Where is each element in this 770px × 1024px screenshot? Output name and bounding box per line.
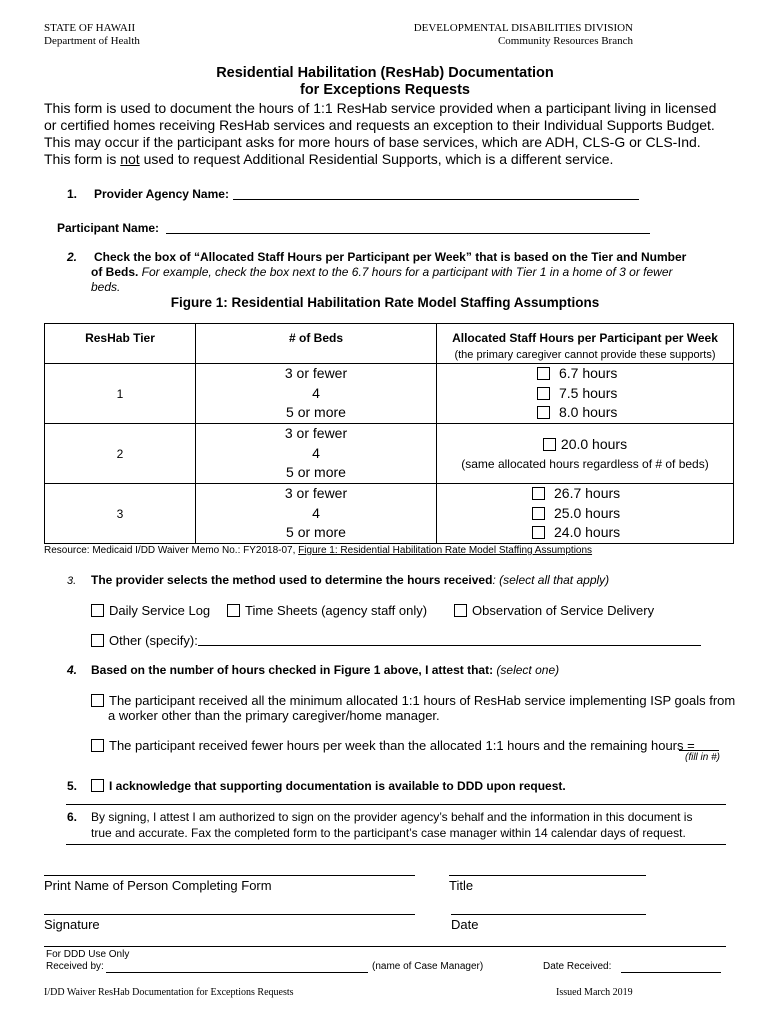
- item2-instruction: Check the box of “Allocated Staff Hours per Participant per Week” that is based on the Tier and Number: [94, 250, 687, 264]
- checkbox-icon[interactable]: [454, 604, 467, 617]
- item4-number: 4.: [67, 663, 78, 677]
- figure-title: Figure 1: Residential Habilitation Rate Model Staffing Assumptions: [170, 295, 600, 310]
- hours-cell: 20.0 hours (same allocated hours regardless of # of beds): [437, 424, 734, 484]
- provider-agency-field[interactable]: [233, 199, 639, 200]
- acknowledge-option[interactable]: I acknowledge that supporting documentation is available to DDD upon request.: [91, 779, 566, 793]
- date-received-label: Date Received:: [543, 961, 612, 972]
- header-division: DEVELOPMENTAL DISABILITIES DIVISION: [413, 22, 633, 34]
- page-title: Residential Habilitation (ResHab) Documentation: [216, 65, 554, 81]
- table-row-tier-3: [45, 484, 734, 544]
- participant-name-label: Participant Name:: [57, 221, 160, 235]
- table-row-tier-1: [45, 364, 734, 424]
- item2-instruction-2: of Beds. For example, check the box next to the 6.7 hours for a participant with Tier 1 in a home of 3 or fewer: [91, 265, 673, 279]
- section-divider: [66, 804, 726, 805]
- participant-name-field[interactable]: [166, 233, 650, 234]
- header-branch: Community Resources Branch: [497, 35, 633, 47]
- checkbox-icon[interactable]: [91, 694, 104, 707]
- hours-cell: 26.7 hours 25.0 hours 24.0 hours: [437, 484, 734, 544]
- checkbox-24-0-hours[interactable]: [532, 526, 545, 539]
- title-field[interactable]: [449, 875, 646, 876]
- date-field[interactable]: [451, 914, 646, 915]
- checkbox-icon[interactable]: [91, 739, 104, 752]
- item2-instruction-3: beds.: [91, 280, 121, 294]
- col-header-hours: Allocated Staff Hours per Participant per Week (the primary caregiver cannot provide these supports): [437, 324, 734, 364]
- option-observation[interactable]: Observation of Service Delivery: [454, 603, 654, 618]
- ddd-divider: [44, 946, 726, 947]
- attest-fewer-hours-option[interactable]: The participant received fewer hours per week than the allocated 1:1 hours and the remaining hours =: [91, 738, 695, 753]
- checkbox-7-5-hours[interactable]: [537, 387, 550, 400]
- signature-label: Signature: [44, 917, 100, 932]
- ddd-use-label: For DDD Use Only: [46, 949, 130, 960]
- date-received-field[interactable]: [621, 972, 721, 973]
- page-subtitle: for Exceptions Requests: [299, 82, 470, 98]
- col-header-tier: ResHab Tier: [45, 324, 196, 364]
- resource-note: Resource: Medicaid I/DD Waiver Memo No.: FY2018-07, Figure 1: Residential Habilitation Rate Model Staffing Assumptions: [44, 545, 593, 556]
- attestation-line-2: true and accurate. Fax the completed form to the participant’s case manager within 14 calendar days of request.: [91, 826, 686, 840]
- intro-line-1: This form is used to document the hours of 1:1 ResHab service provided when a participant living in licensed: [44, 100, 717, 116]
- item6-number: 6.: [67, 810, 78, 824]
- case-manager-label: (name of Case Manager): [372, 961, 484, 972]
- beds-cell: 3 or fewer 4 5 or more: [196, 364, 437, 424]
- intro-line-4: This form is not used to request Additional Residential Supports, which is a different service.: [44, 151, 614, 167]
- checkbox-icon[interactable]: [91, 634, 104, 647]
- attestation-line-1: By signing, I attest I am authorized to sign on the provider agency’s behalf and the information in this document is: [91, 810, 693, 824]
- date-label: Date: [451, 917, 479, 932]
- beds-cell: 3 or fewer 4 5 or more: [196, 484, 437, 544]
- item4-instruction: Based on the number of hours checked in Figure 1 above, I attest that: (select one): [91, 663, 560, 677]
- tier-cell: 1: [45, 364, 196, 424]
- tier-cell: 2: [45, 424, 196, 484]
- table-row-tier-2: [45, 424, 734, 484]
- item3-number: 3.: [67, 575, 77, 587]
- checkbox-25-0-hours[interactable]: [532, 507, 545, 520]
- option-time-sheets[interactable]: Time Sheets (agency staff only): [227, 603, 427, 618]
- footer-issued-date: Issued March 2019: [556, 987, 633, 998]
- tier-cell: 3: [45, 484, 196, 544]
- intro-line-3: This may occur if the participant asks for more hours of base services, which are ADH, CLS-G or CLS-Ind.: [44, 134, 701, 150]
- checkbox-6-7-hours[interactable]: [537, 367, 550, 380]
- received-by-label: Received by:: [46, 961, 104, 972]
- attest-all-hours-option[interactable]: The participant received all the minimum allocated 1:1 hours of ResHab service implementing ISP goals from: [91, 693, 735, 708]
- received-by-field[interactable]: [106, 972, 368, 973]
- remaining-hours-field[interactable]: [679, 750, 719, 751]
- hours-cell: 6.7 hours 7.5 hours 8.0 hours: [437, 364, 734, 424]
- header-department: Department of Health: [44, 35, 140, 47]
- checkbox-icon[interactable]: [227, 604, 240, 617]
- item5-number: 5.: [67, 779, 78, 793]
- item3-instruction: The provider selects the method used to determine the hours received: (select all that apply): [91, 573, 610, 587]
- tier2-note: (same allocated hours regardless of # of beds): [461, 457, 709, 471]
- col-header-beds: # of Beds: [196, 324, 437, 364]
- intro-not-emphasis: not: [120, 151, 140, 167]
- section-divider-2: [66, 844, 726, 845]
- checkbox-20-0-hours[interactable]: [543, 438, 556, 451]
- staffing-table: [44, 323, 734, 544]
- signature-field[interactable]: [44, 914, 415, 915]
- print-name-label: Print Name of Person Completing Form: [44, 878, 272, 893]
- checkbox-8-0-hours[interactable]: [537, 406, 550, 419]
- checkbox-icon[interactable]: [91, 779, 104, 792]
- checkbox-26-7-hours[interactable]: [532, 487, 545, 500]
- option-other[interactable]: Other (specify):: [91, 633, 198, 648]
- resource-link[interactable]: Figure 1: Residential Habilitation Rate Model Staffing Assumptions: [298, 545, 593, 556]
- option-daily-service-log[interactable]: Daily Service Log: [91, 603, 210, 618]
- print-name-field[interactable]: [44, 875, 415, 876]
- item2-number: 2.: [67, 250, 78, 264]
- other-specify-field[interactable]: [198, 645, 701, 646]
- item1-number: 1.: [67, 187, 78, 201]
- header-state: STATE OF HAWAII: [44, 22, 136, 34]
- provider-agency-label: Provider Agency Name:: [94, 187, 229, 201]
- attest-all-hours-line-2: a worker other than the primary caregiver/home manager.: [108, 708, 440, 723]
- beds-cell: 3 or fewer 4 5 or more: [196, 424, 437, 484]
- title-label: Title: [449, 878, 474, 893]
- fill-in-note: (fill in #): [684, 752, 720, 763]
- checkbox-icon[interactable]: [91, 604, 104, 617]
- footer-doc-title: I/DD Waiver ResHab Documentation for Exceptions Requests: [44, 987, 294, 998]
- intro-line-2: or certified homes receiving ResHab services and requests an exception to their Individual Supports Budget.: [44, 117, 715, 133]
